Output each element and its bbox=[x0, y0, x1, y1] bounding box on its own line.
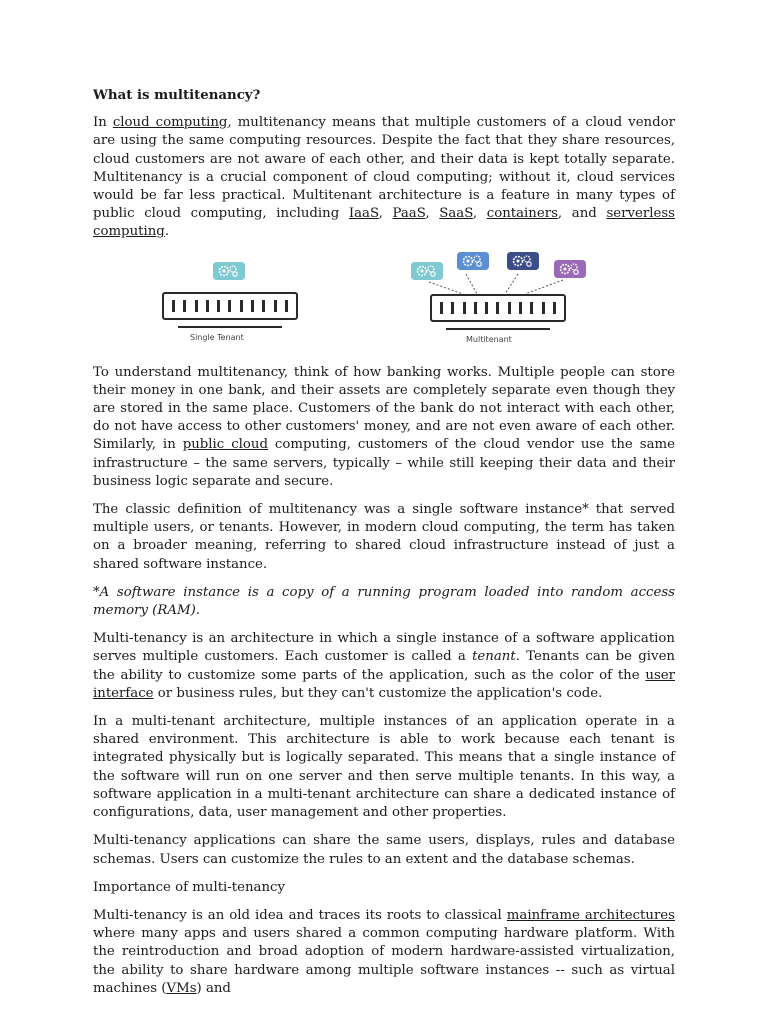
tenant-gear-icon bbox=[554, 260, 586, 278]
paragraph-importance bbox=[93, 907, 675, 998]
text: , bbox=[378, 206, 393, 222]
text: where many apps and users shared a common computing hardware platform. With the reintroduction and broad adoption of modern hardware-assisted virtualization, the ability to share hardware among multiple software instances -- such as virtual machines ( bbox=[93, 926, 675, 996]
rack-slot bbox=[508, 302, 511, 314]
footnote-software-instance: *A software instance is a copy of a running program loaded into random access memory (RAM). bbox=[93, 584, 675, 619]
rack-slots bbox=[440, 302, 556, 314]
link-public-cloud[interactable]: public cloud bbox=[182, 437, 268, 453]
text: Multi-tenancy is an architecture in which a single instance of a software application serves multiple customers. Each customer is called a bbox=[93, 631, 675, 665]
rack-slot bbox=[530, 302, 533, 314]
link-paas[interactable]: PaaS bbox=[392, 206, 426, 222]
rack-slot bbox=[485, 302, 488, 314]
server-rack-icon bbox=[430, 294, 566, 322]
single-tenant-caption: Single Tenant bbox=[190, 332, 244, 342]
rack-base bbox=[446, 328, 550, 330]
link-cloud-computing[interactable]: cloud computing bbox=[112, 115, 228, 131]
paragraph-shared-schemas: Multi-tenancy applications can share the same users, displays, rules and database schemas. Users can customize the rules to an extent and the database schemas. bbox=[93, 833, 675, 867]
paragraph-architecture bbox=[93, 630, 675, 703]
tenant-gear-icon bbox=[457, 252, 489, 270]
text: To understand multitenancy, think of how banking works. Multiple people can store their money in one bank, and their assets are completely separate even though they are stored in the same place. Customers of the bank do not interact with each other, do not have access to other customers' money, and are not even aware of each other. Similarly, in bbox=[93, 364, 675, 453]
subheading-importance: Importance of multi-tenancy bbox=[93, 879, 286, 895]
link-user-interface[interactable]: user interface bbox=[93, 667, 675, 701]
text: computing, customers of the cloud vendor use the same infrastructure – the same servers, typically – while still keeping their data and their business logic separate and secure. bbox=[93, 437, 675, 489]
rack-slot bbox=[542, 302, 545, 314]
link-mainframe-architectures[interactable]: mainframe architectures bbox=[506, 907, 675, 923]
tenancy-figure bbox=[93, 252, 675, 350]
document-heading: What is multitenancy? bbox=[93, 88, 261, 103]
term-tenant: tenant bbox=[472, 649, 516, 665]
rack-slot bbox=[463, 302, 466, 314]
tenant-gear-icon bbox=[411, 262, 443, 280]
paragraph-banking bbox=[93, 364, 675, 491]
text: . Tenants can be given the ability to customize some parts of the application, such as the color of the bbox=[93, 649, 675, 683]
document-page bbox=[93, 87, 675, 1008]
text: , bbox=[472, 206, 487, 222]
rack-slot bbox=[553, 302, 556, 314]
text: In bbox=[93, 115, 113, 131]
text: , and bbox=[557, 206, 607, 222]
rack-slot bbox=[519, 302, 522, 314]
text: , bbox=[425, 206, 440, 222]
connector-lines bbox=[93, 252, 675, 350]
paragraph-multi-tenant-architecture: In a multi-tenant architecture, multiple instances of an application operate in a shared environment. This architecture is able to work because each tenant is integrated physically but is logically separated. This means that a single instance of the software will run on one server and then serve multiple tenants. In this way, a software application in a multi-tenant architecture can share a dedicated instance of configurations, data, user management and other properties. bbox=[93, 714, 675, 821]
rack-slot bbox=[474, 302, 477, 314]
link-containers[interactable]: containers bbox=[486, 206, 558, 222]
text: ) and bbox=[196, 980, 231, 996]
link-serverless-computing[interactable]: serverless computing bbox=[93, 206, 675, 240]
paragraph-classic-definition: The classic definition of multitenancy was a single software instance* that served multiple users, or tenants. However, in modern cloud computing, the term has taken on a broader meaning, referring to shared cloud infrastructure instead of just a shared software instance. bbox=[93, 502, 675, 572]
link-vms[interactable]: VMs bbox=[166, 980, 197, 996]
rack-slot bbox=[496, 302, 499, 314]
link-saas[interactable]: SaaS bbox=[439, 206, 473, 222]
text: Multi-tenancy is an old idea and traces its roots to classical bbox=[93, 907, 507, 923]
text: , multitenancy means that multiple customers of a cloud vendor are using the same computing resources. Despite the fact that they share resources, cloud customers are not aware of each other, and their data is kept totally separate. Multitenancy is a crucial component of cloud computing; without it, cloud services would be far less practical. Multitenant architecture is a feature in many types of public cloud computing, including bbox=[93, 115, 675, 222]
text: . bbox=[164, 224, 170, 240]
paragraph-intro bbox=[93, 114, 675, 241]
link-iaas[interactable]: IaaS bbox=[348, 206, 379, 222]
multitenant-caption: Multitenant bbox=[466, 334, 512, 344]
tenant-gear-icon bbox=[507, 252, 539, 270]
rack-slot bbox=[451, 302, 454, 314]
text: or business rules, but they can't customize the application's code. bbox=[153, 685, 603, 701]
rack-slot bbox=[440, 302, 443, 314]
